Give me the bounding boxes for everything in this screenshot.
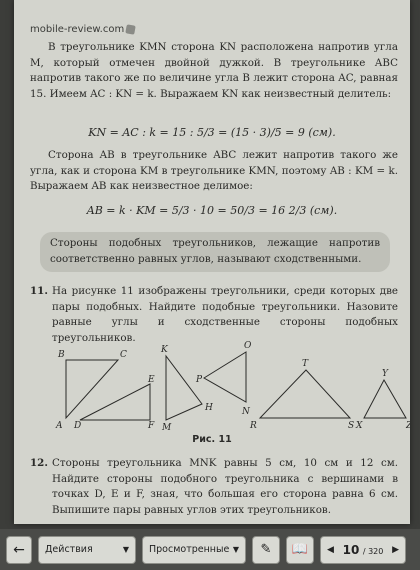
current-page: 10 — [342, 542, 360, 557]
triangle-trs — [260, 370, 350, 418]
actions-dropdown[interactable] — [38, 536, 136, 564]
label-E: E — [148, 375, 155, 385]
label-R: R — [250, 421, 257, 431]
triangle-kmh — [166, 356, 202, 420]
page-navigator[interactable] — [320, 536, 406, 564]
task-11-number: 11. — [30, 285, 48, 297]
label-M: M — [162, 423, 172, 432]
triangle-right-icon[interactable]: ▶ — [392, 544, 399, 555]
triangle-abc — [66, 360, 118, 418]
label-X: X — [356, 421, 363, 431]
label-H: H — [205, 403, 213, 413]
task-11-text — [52, 284, 398, 346]
label-O: O — [244, 341, 252, 351]
triangle-def — [80, 384, 150, 420]
book-page — [14, 0, 413, 524]
triangles-figure — [54, 340, 413, 432]
triangle-xyz — [364, 380, 406, 418]
label-Z: Z — [406, 421, 413, 431]
formula-1: KN = AC : k = 15 : 5/3 = (15 · 3)/5 = 9 (см). — [88, 126, 336, 139]
label-D: D — [74, 421, 82, 431]
actions-label: Действия — [45, 544, 93, 555]
label-C: C — [120, 350, 127, 360]
reader-toolbar — [0, 529, 420, 570]
back-button[interactable] — [6, 536, 32, 564]
label-A: A — [56, 421, 63, 431]
pen-button[interactable] — [252, 536, 280, 564]
definition-box — [40, 232, 390, 272]
viewed-label: Просмотренные — [149, 544, 230, 555]
watermark — [30, 24, 135, 35]
viewed-dropdown[interactable] — [142, 536, 246, 564]
label-B: B — [58, 350, 65, 360]
figure-caption: Рис. 11 — [192, 434, 232, 445]
pen-icon: ✎ — [260, 542, 272, 557]
watermark-badge-icon — [126, 24, 136, 34]
task-11-text-body: На рисунке 11 изображены треугольники, среди которых две пары подобных. Найдите подобные треугольники. Назовите равные углы и сходственные стороны подобных треугольников. — [52, 285, 398, 344]
book-button[interactable] — [286, 536, 314, 564]
label-F: F — [148, 421, 155, 431]
task-12-text: Стороны треугольника MNK равны 5 см, 10 см и 12 см. Найдите стороны подобного треугольника с вершинами в точках D, E и F, зная, что большая его сторона равна 6 см. Выпишите пары равных углов этих треугольников. — [52, 457, 398, 516]
task-12-number: 12. — [30, 457, 48, 469]
definition-text: Стороны подобных треугольников, лежащие напротив соответственно равных углов, называют сходственными. — [50, 237, 380, 265]
chevron-down-icon: ▼ — [232, 545, 239, 554]
arrow-left-icon: ← — [13, 541, 25, 558]
label-S: S — [348, 421, 355, 431]
label-N: N — [242, 407, 250, 417]
book-icon: 📖 — [291, 542, 309, 557]
label-Y: Y — [382, 369, 388, 379]
chevron-down-icon: ▼ — [122, 545, 129, 554]
label-K: K — [161, 345, 168, 355]
paragraph-2: Сторона AB в треугольнике ABC лежит напротив такого же угла, как и сторона KM в треугольнике KMN, поэтому AB : KM = k. Выражаем AB как неизвестное делимое: — [30, 149, 398, 192]
total-pages: / 320 — [362, 546, 384, 556]
formula-2: AB = k · KM = 5/3 · 10 = 50/3 = 16 2/3 (см). — [86, 204, 338, 217]
label-T: T — [302, 359, 309, 369]
watermark-text: mobile-review.com — [30, 24, 125, 35]
label-P: P — [196, 375, 203, 385]
page-indicator — [343, 543, 384, 557]
triangle-left-icon[interactable]: ◀ — [327, 544, 334, 555]
paragraph-1: В треугольнике KMN сторона KN расположена напротив угла M, который отмечен двойной дужкой. В треугольнике ABC напротив такого же по величине угла B лежит сторона AC, равная 15. Имеем AC : KN = k. Выражаем KN как неизвестный делитель: — [30, 41, 398, 100]
triangle-pon — [204, 352, 246, 402]
